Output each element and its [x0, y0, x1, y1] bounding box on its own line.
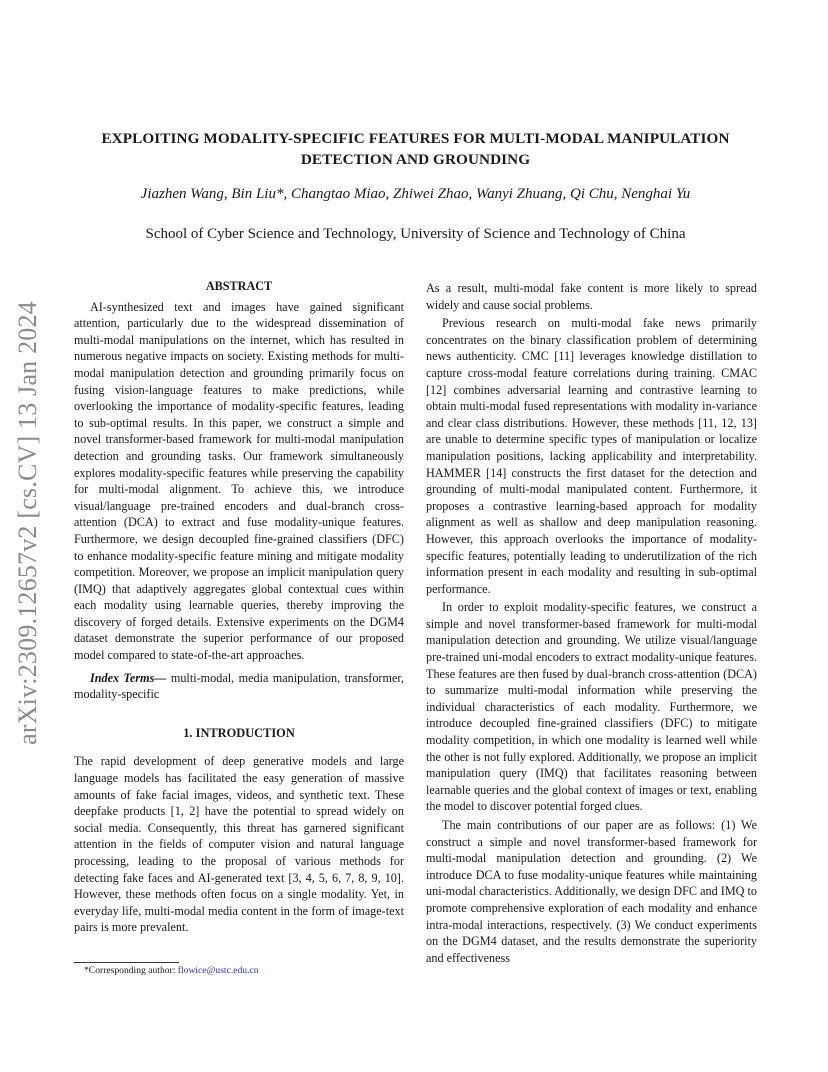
- author-affiliation: School of Cyber Science and Technology, University of Science and Technology of China: [145, 226, 686, 242]
- author-list: Jiazhen Wang, Bin Liu*, Changtao Miao, Zhiwei Zhao, Wanyi Zhuang, Qi Chu, Nenghai Yu: [140, 186, 691, 202]
- abstract-body: AI-synthesized text and images have gained significant attention, particularly due to the widespread dissemination of multi-modal manipulations on the internet, which has resulted in numerous negative impacts on society. Existing methods for multi-modal manipulation detection and grounding primarily focus on fusing vision-language features to make predictions, while overlooking the importance of modality-specific features, leading to sub-optimal results. In this paper, we construct a simple and novel transformer-based framework for multi-modal manipulation detection and grounding tasks. Our framework simultaneously explores modality-specific features while preserving the capability for multi-modal alignment. To achieve this, we introduce visual/language pre-trained encoders and dual-branch cross-attention (DCA) to extract and fuse modality-unique features. Furthermore, we design decoupled fine-grained classifiers (DFC) to enhance modality-specific feature mining and mitigate modality competition. Moreover, we propose an implicit manipulation query (IMQ) that adaptively aggregates global contextual cues within each modality using learnable queries, thereby improving the discovery of forged details. Extensive experiments on the DGM4 dataset demonstrate the superior performance of our proposed model compared to state-of-the-art approaches.: [74, 299, 404, 663]
- corresponding-author-email-link[interactable]: flowice@ustc.edu.cn: [177, 965, 259, 976]
- right-column: [426, 280, 757, 966]
- title-line-2: DETECTION AND GROUNDING: [300, 151, 531, 168]
- footnote-text: *Corresponding author:: [84, 965, 178, 976]
- arxiv-identifier-stamp: [0, 288, 56, 758]
- abstract-heading: ABSTRACT: [205, 279, 273, 293]
- footnote-divider: [74, 962, 179, 963]
- introduction-paragraph-1: The rapid development of deep generative models and large language models has facilitated the easy generation of massive amounts of fake facial images, videos, and synthetic text. These deepfake products [1, 2] have the potential to spread widely on social media. Consequently, this threat has garnered significant attention in the fields of computer vision and natural language processing, leading to the proposal of various methods for detecting fake faces and AI-generated text [3, 4, 5, 6, 7, 8, 9, 10]. However, these methods often focus on a single modality. Yet, in everyday life, multi-modal media content in the form of image-text pairs is more prevalent.: [74, 754, 404, 935]
- index-terms: [74, 670, 404, 703]
- footnote: [84, 965, 259, 977]
- left-column: [74, 278, 404, 936]
- intro-paragraph-continued: As a result, multi-modal fake content is more likely to spread widely and cause social problems.: [426, 281, 757, 312]
- title-line-1: EXPLOITING MODALITY-SPECIFIC FEATURES FOR MULTI-MODAL MANIPULATION: [101, 130, 730, 147]
- index-terms-label: Index Terms—: [90, 670, 167, 685]
- index-terms-list: multi-modal, media manipulation, transformer, modality-specific: [74, 670, 404, 702]
- arxiv-identifier-text: arXiv:2309.12657v2 [cs.CV] 13 Jan 2024: [13, 301, 42, 745]
- intro-paragraph-3: In order to exploit modality-specific features, we construct a simple and novel transformer-based framework for multi-modal manipulation detection and grounding. We utilize visual/language pre-trained uni-modal encoders to extract modality-unique features. These features are then fused by dual-branch cross-attention (DCA) to summarize multi-modal information while preserving the individual characteristics of each modality. Furthermore, we introduce decoupled fine-grained classifiers (DFC) to mitigate modality competition, in which one modality is learned well while the other is not fully explored. Additionally, we propose an implicit manipulation query (IMQ) that facilitates reasoning between learnable queries and the global context of images or text, enabling the model to discover potential forged clues.: [426, 600, 757, 814]
- intro-paragraph-4: The main contributions of our paper are as follows: (1) We construct a simple and novel transformer-based framework for multi-modal manipulation detection and grounding. (2) We introduce DCA to fuse modality-unique features while maintaining uni-modal characteristics. Additionally, we design DFC and IMQ to promote comprehensive exploration of each modality and enhance intra-modal interactions, respectively. (3) We conduct experiments on the DGM4 dataset, and the results demonstrate the superiority and effectiveness: [426, 818, 757, 965]
- paper-title: [74, 128, 757, 170]
- intro-paragraph-2: Previous research on multi-modal fake news primarily concentrates on the binary classification problem of determining news authenticity. CMC [11] leverages knowledge distillation to capture cross-modal feature correlations during training. CMAC [12] combines adversarial learning and contrastive learning to obtain multi-modal fused representations with modality in-variance and clear class distributions. However, these methods [11, 12, 13] are unable to determine specific types of manipulation or localize manipulation positions, lacking applicability and interpretability. HAMMER [14] constructs the first dataset for the detection and grounding of multi-modal manipulated content. Furthermore, it proposes a contrastive learning-based approach for modality alignment as well as shallow and deep manipulation reasoning. However, this approach overlooks the importance of modality-specific features, potentially leading to underutilization of the rich information present in each modality and resulting in sub-optimal performance.: [426, 316, 757, 596]
- introduction-heading: 1. INTRODUCTION: [183, 725, 295, 740]
